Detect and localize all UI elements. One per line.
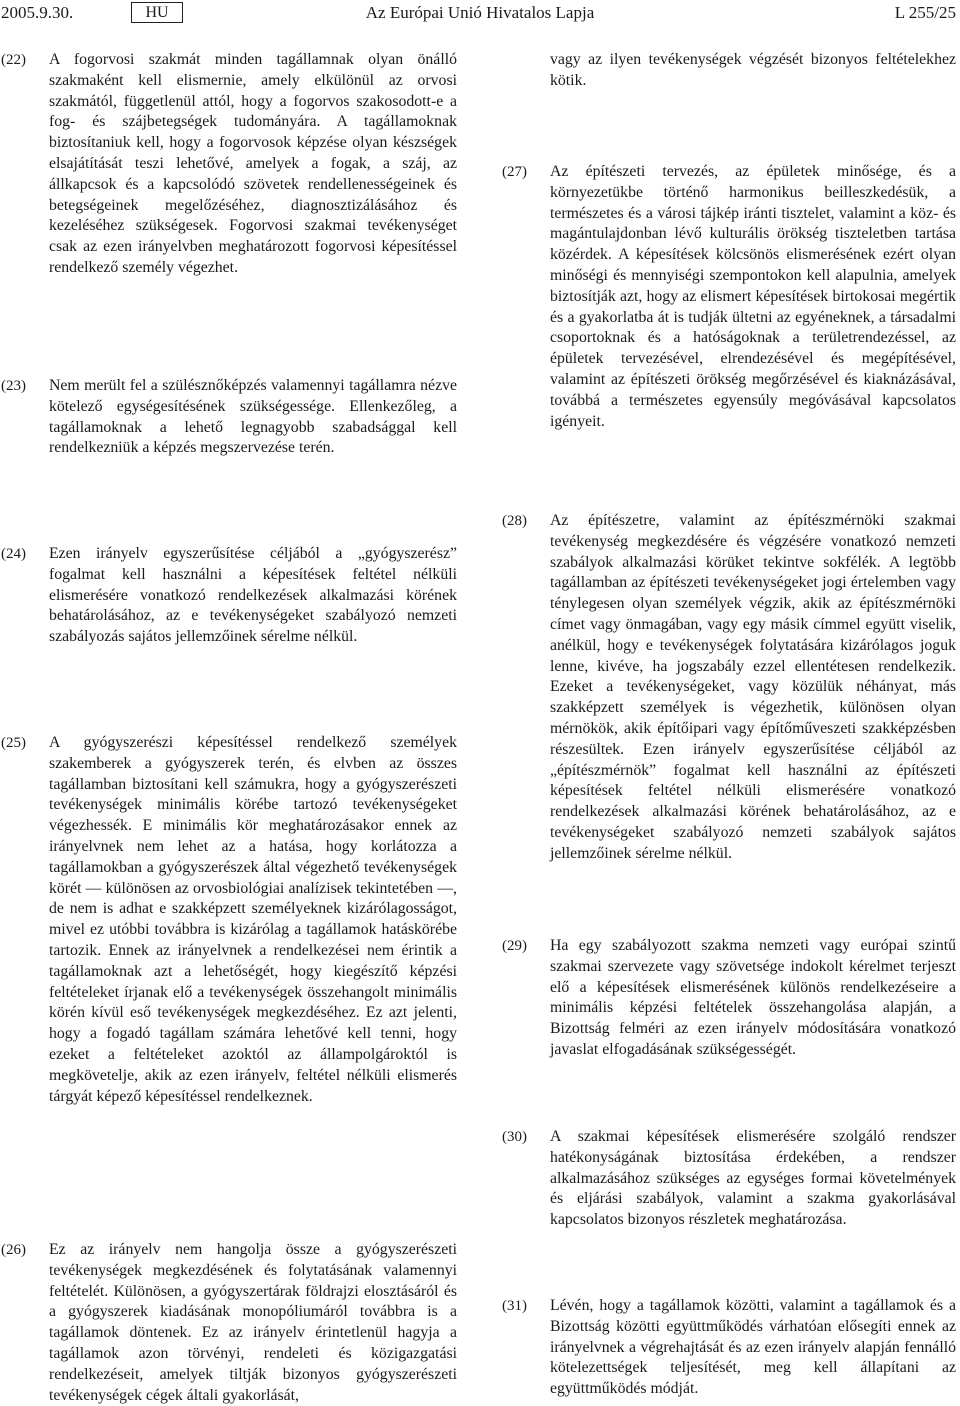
- language-code-box: HU: [131, 2, 183, 23]
- recital-text: A fogorvosi szakmát minden tagállamnak olyan önálló szakmaként kell elismernie, amely elkülönül az orvosi szakmától, függetlenül attól, hogy a fogorvos szakosodott-e a fog- és szájbetegségek tudományára. A tagállamoknak biztosítaniuk kell, hogy a fogorvosok képzése olyan készségek elsajátítását teszi lehetővé, amelyek a fogak, a száj, az állkapcsok és a kapcsolódó szövetek rendellenességeinek és betegségeinek megelőzéséhez, diagnosztizálásához és kezeléséhez szükségesek. Fogorvosi szakmai tevékenységet csak az ezen irányelvben meghatározott fogorvosi képesítéssel rendelkező személy végezhet.: [49, 51, 457, 276]
- recital-number: (30): [502, 1129, 527, 1145]
- recital-number: (22): [1, 52, 26, 68]
- recital-number: (24): [1, 546, 26, 562]
- recital-text: Lévén, hogy a tagállamok közötti, valamint a tagállamok és a Bizottság közötti együttműködés várhatóan elősegíti ennek az irányelvnek a végrehajtását és az ezen irányelv alapján fennálló kötelezettségek teljesítését, meg kell állapítani az együttműködés módját.: [550, 1297, 956, 1398]
- recital-text: A szakmai képesítések elismerésére szolgáló rendszer hatékonyságának biztosítása érdekében, a rendszer alkalmazásához szükséges az egységes formai követelmények és eljárási szabályok, valamint a szakma gyakorlásával kapcsolatos bizonyos részletek meghatározása.: [550, 1128, 956, 1229]
- recital-number: (31): [502, 1298, 527, 1314]
- recital-text: Az építészetre, valamint az építészmérnöki szakmai tevékenység megkezdésére és végzésére vonatkozó nemzeti szabályok alkalmazási körüket tekintve sokfélék. A legtöbb tagállamban az építészeti tevékenységeket jogi értelemben vagy ténylegesen olyan személyek végzik, akik az építészmérnöki címet vagy önmagában, vagy egy másik címmel együtt viselik, anélkül, hogy e tevékenységek folytatására kizárólagos joguk lenne, kivéve, ha jogszabály ezzel ellentétesen rendelkezik. Ezeket a tevékenységeket, vagy közülük néhányat, más szakképzett személyek is végezhetik, különösen olyan mérnökök, akik építőipari vagy építőműveszeti szakképzésben részesültek. Ezen irányelv egyszerűsítése céljából az „építészmérnök” fogalmat kell használni az építészeti képesítések feltétel nélküli elismerésére vonatkozó rendelkezések alkalmazási körének behatárolásához, az e tevékenységeket szabályozó nemzeti szabályok sajátos jellemzőinek sérelme nélkül.: [550, 512, 956, 862]
- recital-number: (25): [1, 735, 26, 751]
- recital-number: (28): [502, 513, 527, 529]
- recital-text: Ez az irányelv nem hangolja össze a gyógyszerészeti tevékenységek megkezdésének és folytatásának valamennyi feltételét. Különösen, a gyógyszertárak földrajzi elosztásáról és a gyógyszerek kiadásának monopóliumáról továbbra is a tagállamok döntenek. Ez az irányelv érintetlenül hagyja a tagállamok azon törvényi, rendeleti és közigazgatási rendelkezéseit, amelyek tiltják bizonyos gyógyszerészeti tevékenységek cégek általi gyakorlását,: [49, 1241, 457, 1404]
- recital-26-continuation: vagy az ilyen tevékenységek végzését bizonyos feltételekhez kötik.: [550, 51, 956, 89]
- recital-text: Nem merült fel a szülésznőképzés valamennyi tagállamra nézve kötelező egységesítésének szükségessége. Ellenkezőleg, a tagállamoknak a lehető legnagyobb szabadsággal kell rendelkezniük a képzés megszervezése terén.: [49, 377, 457, 457]
- publication-date: 2005.9.30.: [1, 3, 74, 22]
- page-header: [0, 0, 960, 30]
- journal-title: Az Európai Unió Hivatalos Lapja: [365, 3, 595, 22]
- recital-number: (23): [1, 378, 26, 394]
- recital-number: (27): [502, 164, 527, 180]
- page-reference: L 255/25: [894, 3, 956, 22]
- recital-text: Ezen irányelv egyszerűsítése céljából a „gyógyszerész” fogalmat kell használni a képesítések feltétel nélküli elismerésére vonatkozó rendelkezések alkalmazási körének behatárolásához, az e tevékenységeket szabályozó nemzeti szabályozás sajátos jellemzőinek sérelme nélkül.: [49, 545, 457, 646]
- recital-number: (26): [1, 1242, 26, 1258]
- recital-text: Az építészeti tervezés, az épületek minősége, és a környezetükbe történő harmonikus beilleszkedésük, a természetes és a városi tájkép iránti tisztelet, valamint a köz- és magántulajdonban lévő kulturális örökség tiszteletben tartása közérdek. A képesítések kölcsönös elismerésének ezért olyan minőségi és mennyiségi szempontokon kell alapulnia, amelyek biztosítják azt, hogy az elismert képesítések birtokosai megértik és a gyakorlatba át is tudják ültetni az egyéneknek, a társadalmi csoportoknak és a hatóságoknak a területrendezéssel, az épületek tervezésével, elrendezésével és megépítésével, valamint az építészeti örökség megőrzésével és kiaknázásával, továbbá a természetes egyensúly megóvásával kapcsolatos igényeit.: [550, 163, 956, 430]
- recital-number: (29): [502, 938, 527, 954]
- recital-text: A gyógyszerészi képesítéssel rendelkező személyek szakemberek a gyógyszerek terén, és elvben az összes tagállamban biztosítani kell számukra, hogy a gyógyszerészeti tevékenységek minimális körébe tartozó tevékenységeket végezhessék. E minimális kör meghatározásakor ennek az irányelvnek nem lehet az a hatása, hogy korlátozza a tagállamokban a gyógyszerészek által végezhető tevékenységek körét — különösen az orvosbiológiai analízisek tekintetében —, de nem is adhat e szakképzett személyeknek kizárólagosságot, mivel ez utóbbi továbbra is kizárólag a tagállamok hatáskörébe tartozik. Ennek az irányelvnek a rendelkezései nem érintik a tagállamoknak azt a lehetőségét, hogy kiegészítő képzési feltételeket írjanak elő a tevékenységek összehangolt minimális körén kívül eső tevékenységek megkezdéséhez. Ez azt jelenti, hogy a fogadó tagállam számára lehetővé kell tenni, hogy ezeket a feltételeket azoktól az állampolgároktól is megkövetelje, akik az ezen irányelv, feltétel nélküli elismerés tárgyát képező képesítéssel rendelkeznek.: [49, 734, 457, 1105]
- recital-text: Ha egy szabályozott szakma nemzeti vagy európai szintű szakmai szervezete vagy szövetsége indokolt kérelmet terjeszt elő a képesítések elismerésének különös rendelkezéseire a minimális képzési feltételek összehangolása alapján, a Bizottság felméri az ezen irányelv módosítására vonatkozó javaslat elfogadásának szükségességét.: [550, 937, 956, 1058]
